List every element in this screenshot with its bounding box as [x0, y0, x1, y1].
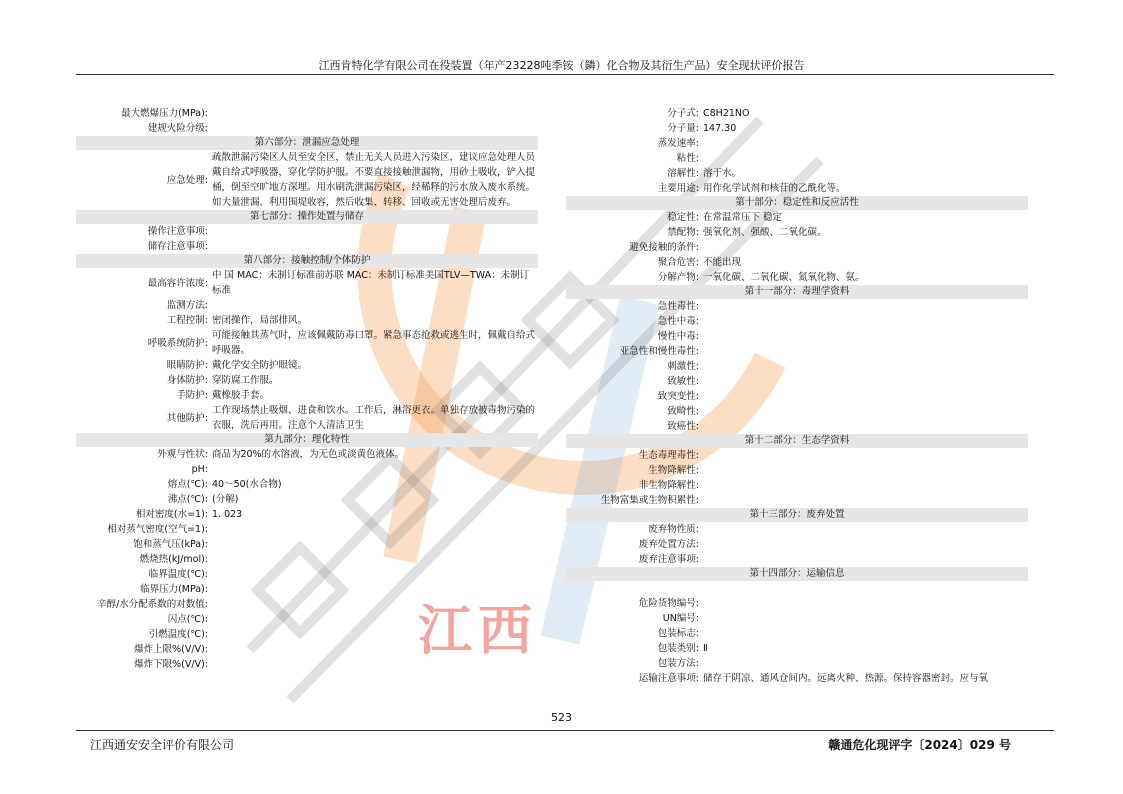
field-row	[566, 225, 1028, 240]
field-row	[76, 388, 538, 403]
header-divider	[76, 74, 1054, 75]
field-value: 储存于阴凉、通风仓间内。远离火种、热源。保持容器密封。应与氧	[703, 673, 989, 684]
field-value: 商品为20%的水溶液，为无色或淡黄色液体。	[212, 449, 405, 460]
field-row	[566, 656, 1028, 671]
field-row	[76, 552, 538, 567]
field-label: 避免接触的条件:	[629, 242, 699, 253]
field-label: 燃烧热(kJ/mol):	[139, 554, 208, 565]
field-label: 包装方法:	[657, 658, 699, 669]
field-value: 戴橡胶手套。	[212, 390, 270, 401]
field-label: 最高容许浓度:	[147, 277, 208, 289]
field-row	[566, 448, 1028, 463]
field-label: 致畸性:	[667, 406, 699, 417]
field-row	[566, 136, 1028, 151]
field-label: 急性毒性:	[657, 301, 699, 312]
section-heading: 第八部分：接触控制/个体防护	[76, 254, 538, 268]
field-value: 强氧化剂、强酸、二氧化碳。	[703, 227, 827, 238]
field-row	[566, 419, 1028, 434]
field-row	[566, 596, 1028, 611]
field-label: 禁配物:	[667, 227, 699, 238]
field-row	[566, 329, 1028, 344]
field-row	[76, 313, 538, 328]
field-row	[566, 359, 1028, 374]
field-row	[76, 567, 538, 582]
field-label: 熔点(℃):	[167, 479, 208, 490]
field-label: 包装类别:	[657, 643, 699, 654]
field-label: 爆炸上限%(V/V):	[134, 644, 208, 655]
field-row	[76, 597, 538, 612]
field-row	[566, 404, 1028, 419]
field-row	[566, 270, 1028, 285]
field-row	[76, 627, 538, 642]
section-heading: 第七部分：操作处置与储存	[76, 210, 538, 224]
field-row	[566, 374, 1028, 389]
field-row	[76, 462, 538, 477]
section-heading: 第十一部分：毒理学资料	[566, 285, 1028, 299]
field-row	[566, 641, 1028, 656]
field-row	[76, 582, 538, 597]
field-row	[76, 328, 538, 358]
field-label: 操作注意事项:	[147, 226, 208, 237]
field-label: 手防护:	[176, 390, 208, 401]
field-value: 147.30	[703, 123, 737, 134]
field-label: 稳定性:	[667, 212, 699, 223]
field-row	[76, 121, 538, 136]
field-value: Ⅱ	[703, 643, 708, 654]
field-label: 相对密度(水=1):	[135, 509, 208, 520]
page-number: 523	[551, 711, 572, 724]
field-row	[566, 626, 1028, 641]
field-row	[76, 507, 538, 522]
field-label: 外观与性状:	[157, 449, 208, 460]
field-label: 致敏性:	[667, 376, 699, 387]
field-row	[76, 268, 538, 298]
section-heading: 第十二部分：生态学资料	[566, 434, 1028, 448]
footer-divider	[76, 730, 1054, 731]
page-header-title: 江西肯特化学有限公司在役装置（年产23228吨季铵（鏻）化合物及其衍生产品）安全现状评价报告	[318, 59, 805, 72]
field-label: 其他防护:	[166, 412, 208, 424]
field-label: 生态毒理毒性:	[638, 450, 699, 461]
field-value: 溶于水。	[703, 168, 742, 179]
field-row	[566, 181, 1028, 196]
field-row	[566, 537, 1028, 552]
field-label: 分解产物:	[657, 272, 699, 283]
field-row	[76, 373, 538, 388]
field-label: 辛醇/水分配系数的对数值:	[97, 599, 208, 610]
field-label: 分子量:	[667, 123, 699, 134]
field-label: 废弃物性质:	[648, 524, 699, 535]
field-row	[76, 106, 538, 121]
field-label: 急性中毒:	[657, 316, 699, 327]
section-heading: 第九部分：理化特性	[76, 433, 538, 447]
field-row	[566, 552, 1028, 567]
field-label: 非生物降解性:	[638, 480, 699, 491]
field-label: 建规火险分级:	[147, 123, 208, 134]
field-label: 呼吸系统防护:	[147, 337, 208, 349]
field-label: 身体防护:	[166, 375, 208, 386]
field-row	[566, 478, 1028, 493]
field-value: 40～50(水合物)	[212, 479, 282, 490]
section-heading: 第六部分：泄漏应急处理	[76, 136, 538, 150]
field-label: 沸点(℃):	[167, 494, 208, 505]
field-row	[76, 150, 538, 210]
field-value: 在常温常压下 稳定	[703, 212, 783, 223]
field-value: 1. 023	[212, 509, 243, 520]
field-row	[76, 298, 538, 313]
field-label: 闪点(℃):	[167, 614, 208, 625]
field-row	[76, 657, 538, 672]
field-value: (分解)	[212, 494, 239, 505]
field-value: 用作化学试剂和核苷的乙酰化等。	[703, 183, 846, 194]
field-row	[76, 358, 538, 373]
field-row	[566, 151, 1028, 166]
watermark-text: 江西	[418, 599, 538, 662]
field-row	[76, 239, 538, 254]
field-label: 相对蒸气密度(空气=1):	[107, 524, 208, 535]
field-row	[566, 314, 1028, 329]
field-row	[76, 477, 538, 492]
field-label: 废弃处置方法:	[638, 539, 699, 550]
field-row	[566, 255, 1028, 270]
field-label: pH:	[191, 464, 208, 475]
field-label: 刺激性:	[667, 361, 699, 372]
field-value: 一氧化碳、二氧化碳、氮氧化物、氨。	[703, 272, 865, 283]
field-label: 储存注意事项:	[147, 241, 208, 252]
field-label: 饱和蒸气压(kPa):	[133, 539, 208, 550]
field-row	[566, 299, 1028, 314]
field-label: 溶解性:	[667, 168, 699, 179]
field-label: 临界压力(MPa):	[140, 584, 208, 595]
field-row	[566, 581, 1028, 596]
field-row	[76, 522, 538, 537]
field-value: 密闭操作，局部排风。	[212, 315, 308, 326]
field-label: 慢性中毒:	[657, 331, 699, 342]
field-row	[76, 642, 538, 657]
field-label: 工程控制:	[166, 315, 208, 326]
field-label: 致突变性:	[657, 391, 699, 402]
field-row	[566, 463, 1028, 478]
field-label: 粘性:	[676, 153, 699, 164]
field-row	[566, 210, 1028, 225]
footer-company: 江西通安安全评价有限公司	[90, 738, 235, 752]
field-label: 监测方法:	[166, 300, 208, 311]
field-row	[566, 121, 1028, 136]
field-row	[566, 522, 1028, 537]
field-label: 聚合危害:	[657, 257, 699, 268]
field-label: 运输注意事项:	[638, 673, 699, 684]
field-row	[76, 224, 538, 239]
field-label: 主要用途:	[657, 183, 699, 194]
field-label: 危险货物编号:	[638, 598, 699, 609]
field-value: 戴化学安全防护眼镜。	[212, 360, 308, 371]
field-label: 分子式:	[667, 108, 699, 119]
field-row	[76, 447, 538, 462]
section-heading: 第十部分：稳定性和反应活性	[566, 196, 1028, 210]
field-label: 引燃温度(℃):	[148, 629, 208, 640]
field-value: 不能出现	[703, 257, 742, 268]
field-value: C8H21NO	[703, 108, 750, 119]
field-label: 蒸发速率:	[657, 138, 699, 149]
field-label: 包装标志:	[657, 628, 699, 639]
right-column	[566, 106, 1028, 686]
field-value: 疏散泄漏污染区人员至安全区，禁止无关人员进入污染区，建议应急处理人员戴自给式呼吸器，穿化学防护服。不要直接接触泄漏物，用砂土吸收，铲入提桶，倒至空旷地方深埋。用水刷洗泄漏污染区，经稀释的污水放入废水系统。如大量泄漏，利用围堤收容，然后收集、转移、回收或无害处理后废弃。	[212, 152, 536, 208]
footer-doc-number: 赣通危化现评字〔2024〕029 号	[828, 738, 1011, 752]
field-value: 穿防腐工作服。	[212, 375, 279, 386]
field-row	[566, 611, 1028, 626]
field-row	[566, 344, 1028, 359]
field-row	[76, 612, 538, 627]
field-row	[76, 492, 538, 507]
field-label: 临界温度(℃):	[148, 569, 208, 580]
field-label: 致癌性:	[667, 421, 699, 432]
field-row	[566, 389, 1028, 404]
field-label: 眼睛防护:	[166, 360, 208, 371]
field-row	[566, 493, 1028, 508]
field-label: 废弃注意事项:	[638, 554, 699, 565]
field-row	[566, 240, 1028, 255]
section-heading: 第十四部分：运输信息	[566, 567, 1028, 581]
field-row	[566, 106, 1028, 121]
field-value: 可能接触其蒸气时，应该佩戴防毒口罩。紧急事态抢救或逃生时，佩戴自给式呼吸器。	[212, 330, 536, 356]
field-row	[76, 403, 538, 433]
left-column	[76, 106, 538, 672]
field-label: 亚急性和慢性毒性:	[619, 346, 699, 357]
field-label: 生物降解性:	[648, 465, 699, 476]
section-heading: 第十三部分：废弃处置	[566, 508, 1028, 522]
field-row	[566, 166, 1028, 181]
field-label: 生物富集或生物积累性:	[600, 495, 699, 506]
field-value: 工作现场禁止吸烟、进食和饮水。工作后，淋浴更衣。单独存放被毒物污染的衣服，洗后再用。注意个人清洁卫生	[212, 405, 536, 431]
field-row	[566, 671, 1028, 686]
field-label: 爆炸下限%(V/V):	[134, 659, 208, 670]
field-row	[76, 537, 538, 552]
field-value: 中 国 MAC：未制订标准前苏联 MAC：未制订标准美国TLV—TWA：未制订标准	[212, 270, 530, 296]
field-label: 最大燃爆压力(MPa):	[121, 108, 208, 119]
field-label: 应急处理:	[166, 174, 208, 186]
field-label: UN编号:	[662, 613, 699, 624]
